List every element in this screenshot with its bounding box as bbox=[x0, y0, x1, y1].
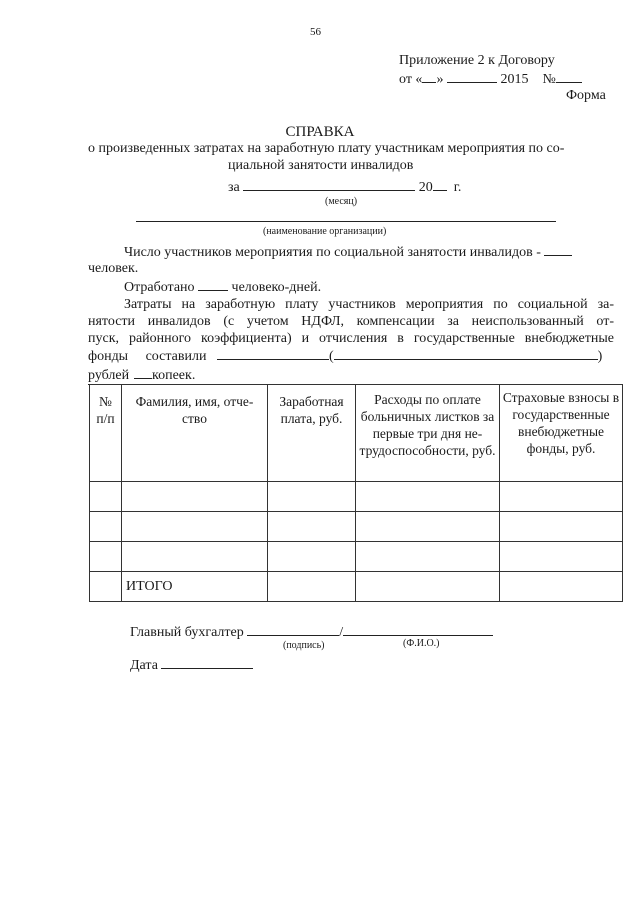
table-cell bbox=[268, 572, 356, 602]
day-blank bbox=[422, 70, 436, 83]
costs-table bbox=[89, 384, 623, 602]
table-cell bbox=[356, 542, 500, 572]
date-prefix: от « bbox=[399, 72, 423, 87]
amount-digits-field bbox=[217, 347, 329, 360]
header-salary: Заработная плата, руб. bbox=[268, 385, 356, 482]
table-row bbox=[90, 512, 623, 542]
worked-prefix: Отработано bbox=[124, 280, 195, 295]
period-century: 20 bbox=[418, 180, 433, 195]
date-mid: » bbox=[436, 72, 444, 87]
date-label: Дата bbox=[130, 658, 158, 673]
organization-field bbox=[136, 221, 556, 222]
heading-line-3: циальной занятости инвалидов bbox=[228, 158, 414, 173]
participants-line-2: человек. bbox=[88, 261, 139, 276]
contract-year: 2015 bbox=[500, 72, 529, 87]
worked-days-field bbox=[198, 278, 228, 291]
paren-open: ( bbox=[328, 349, 334, 364]
table-cell bbox=[500, 572, 623, 602]
table-cell bbox=[356, 512, 500, 542]
accountant-role: Главный бухгалтер bbox=[130, 625, 244, 640]
period-prefix: за bbox=[228, 180, 240, 195]
table-cell bbox=[356, 572, 500, 602]
worked-line bbox=[124, 278, 321, 296]
table-row bbox=[90, 482, 623, 512]
costs-prefix: фонды составили bbox=[88, 349, 207, 364]
year-field bbox=[433, 178, 447, 191]
signature-slash: / bbox=[339, 625, 344, 640]
month-field bbox=[243, 178, 415, 191]
date-field bbox=[161, 656, 253, 669]
signature-caption: (подпись) bbox=[283, 640, 325, 651]
costs-line-3: пуск, районного коэффициента) и отчисления в государственные внебюджетные bbox=[88, 331, 614, 346]
appendix-title: Приложение 2 к Договору bbox=[399, 53, 555, 68]
month-blank bbox=[447, 70, 497, 83]
table-cell bbox=[90, 512, 122, 542]
paren-close: ) bbox=[597, 349, 603, 364]
table-cell bbox=[356, 482, 500, 512]
table-cell bbox=[268, 512, 356, 542]
number-blank bbox=[556, 70, 582, 83]
date-line bbox=[130, 656, 253, 674]
table-header-row bbox=[90, 385, 623, 482]
participants-count-field bbox=[544, 243, 572, 256]
table-total-row bbox=[90, 572, 623, 602]
table-cell bbox=[90, 572, 122, 602]
table-cell bbox=[122, 542, 268, 572]
table-cell bbox=[90, 482, 122, 512]
amount-words-field bbox=[334, 347, 598, 360]
kopecks-label: копеек. bbox=[152, 368, 196, 383]
kopecks-field bbox=[134, 366, 152, 379]
form-label: Форма bbox=[566, 88, 606, 103]
header-insurance: Страховые взносы в государственные внебюджетные фонды, руб. bbox=[500, 385, 623, 482]
participants-text: Число участников мероприятия по социальной занятости инвалидов - bbox=[124, 245, 541, 260]
rubles-label: рублей bbox=[88, 368, 134, 385]
total-label: ИТОГО bbox=[122, 572, 268, 602]
heading-line-2: о произведенных затратах на заработную плату участникам мероприятия по со- bbox=[88, 141, 565, 156]
costs-line-4 bbox=[88, 347, 602, 365]
table-cell bbox=[268, 482, 356, 512]
page-number: 56 bbox=[310, 26, 321, 38]
table-cell bbox=[500, 542, 623, 572]
header-sick-leave: Расходы по оплате больничных листков за первые три дня не- трудоспособности, руб. bbox=[356, 385, 500, 482]
rubles-line bbox=[88, 366, 195, 385]
period-line bbox=[228, 178, 461, 196]
table-cell bbox=[122, 512, 268, 542]
document-heading: СПРАВКА bbox=[285, 124, 355, 140]
signature-field bbox=[247, 623, 339, 636]
period-suffix: г. bbox=[453, 180, 462, 195]
table-cell bbox=[500, 482, 623, 512]
full-name-field bbox=[343, 623, 493, 636]
organization-caption: (наименование организации) bbox=[263, 226, 387, 237]
number-sign: № bbox=[542, 72, 556, 87]
costs-line-1: Затраты на заработную плату участников мероприятия по социальной за- bbox=[124, 297, 614, 312]
table-cell bbox=[268, 542, 356, 572]
appendix-date-line bbox=[399, 70, 582, 88]
month-caption: (месяц) bbox=[325, 196, 358, 207]
table-cell bbox=[122, 482, 268, 512]
full-name-caption: (Ф.И.О.) bbox=[403, 638, 440, 649]
costs-line-2: нятости инвалидов (с учетом НДФЛ, компенсации за неиспользованный от- bbox=[88, 314, 614, 329]
worked-suffix: человеко-дней. bbox=[231, 280, 322, 295]
table-cell bbox=[90, 542, 122, 572]
table-row bbox=[90, 542, 623, 572]
table-cell bbox=[500, 512, 623, 542]
participants-line-1 bbox=[124, 243, 572, 261]
header-number: № п/п bbox=[90, 385, 122, 482]
header-name: Фамилия, имя, отче- ство bbox=[122, 385, 268, 482]
